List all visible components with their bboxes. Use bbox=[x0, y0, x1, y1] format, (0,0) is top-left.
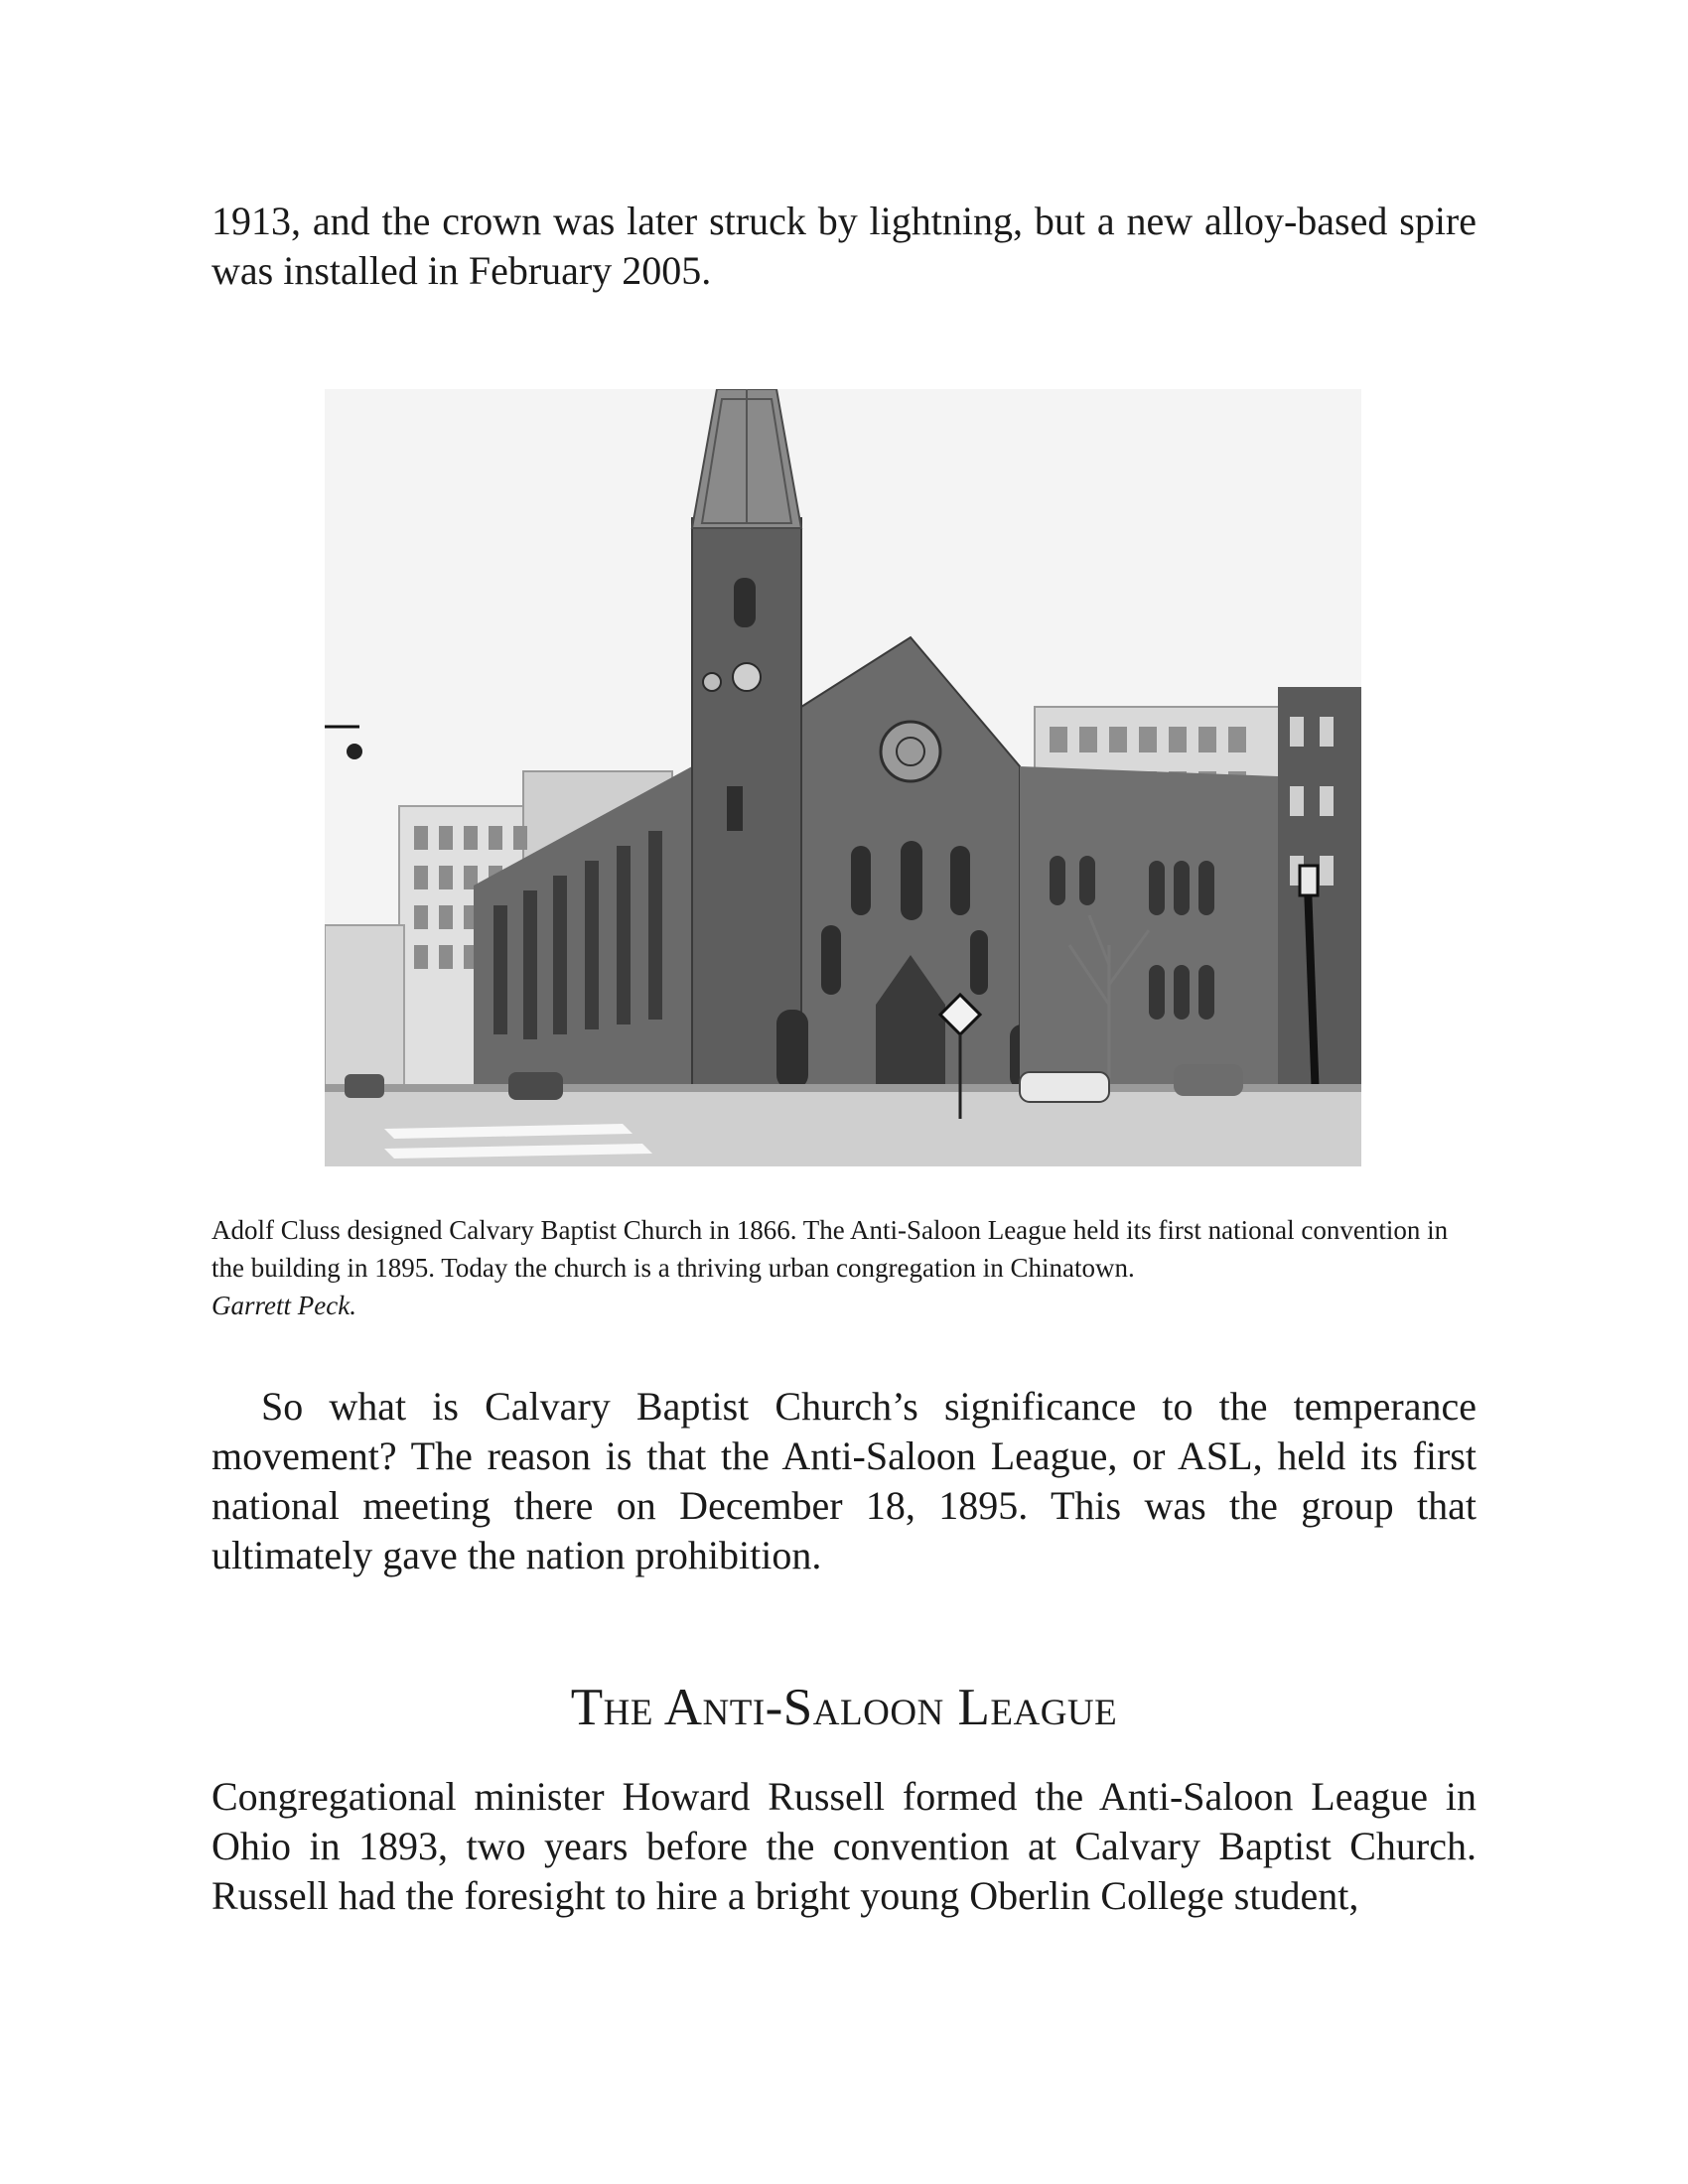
section-heading: The Anti-Saloon League bbox=[570, 1679, 1118, 1736]
church-wing bbox=[1020, 766, 1278, 1089]
rose-window bbox=[881, 722, 940, 781]
clock bbox=[733, 663, 761, 691]
paragraph-spire: 1913, and the crown was later struck by lightning, but a new alloy-based spire was installed in February 2005. bbox=[211, 199, 1477, 293]
photo-caption bbox=[211, 1211, 1477, 1324]
church-photo bbox=[325, 389, 1361, 1166]
paragraph-asl: Congregational minister Howard Russell formed the Anti-Saloon League in Ohio in 1893, two years before the convention at Calvary Baptist Church. Russell had the foresight to hire a bright young Oberlin College student, bbox=[211, 1774, 1477, 1918]
caption-text: Adolf Cluss designed Calvary Baptist Church in 1866. The Anti-Saloon League held its first national convention in the building in 1895. Today the church is a thriving urban congregation in Chinatown. bbox=[211, 1215, 1449, 1283]
car bbox=[508, 1072, 563, 1100]
paragraph-significance: So what is Calvary Baptist Church’s significance to the temperance movement? The reason is that the Anti-Saloon League, or ASL, held its first national meeting there on December 18, 1895. This was the group that ultimately gave the nation prohibition. bbox=[211, 1384, 1477, 1577]
photo-credit: Garrett Peck. bbox=[211, 1291, 356, 1320]
